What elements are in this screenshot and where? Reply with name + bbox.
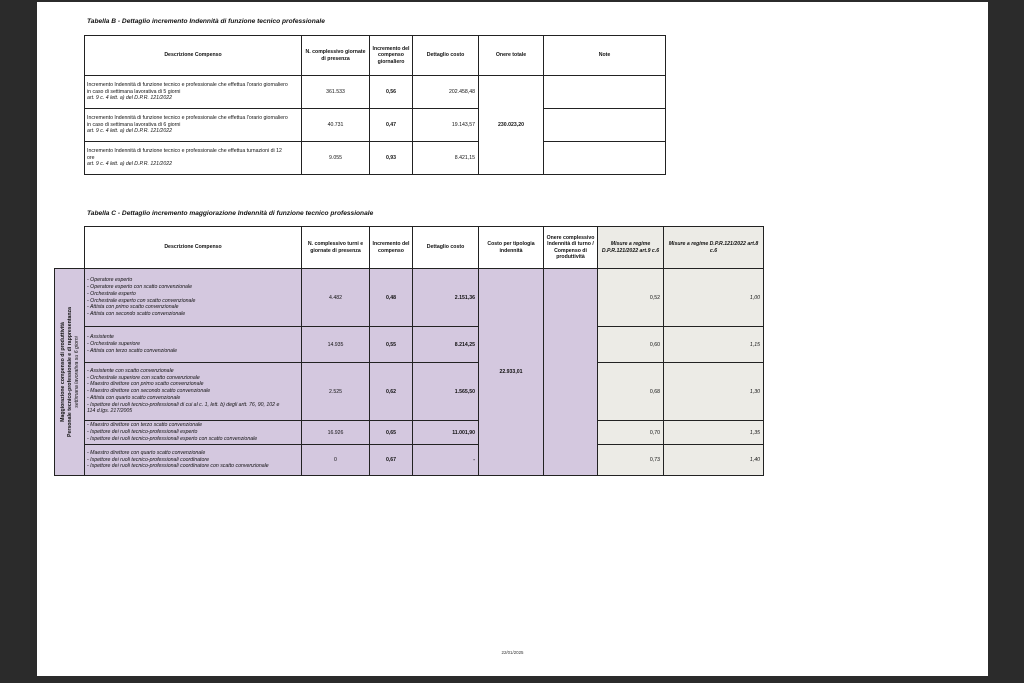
table-row: [55, 363, 764, 421]
desc-line: art. 9 c. 4 lett. a) del D.P.R. 121/2022: [87, 128, 172, 135]
desc-line: - Attista con secondo scatto convenzionale: [87, 311, 186, 317]
desc-line: - Attista con primo scatto convenzionale: [87, 304, 179, 311]
table-c: [54, 226, 764, 476]
desc-line: - Operatore esperto: [87, 277, 133, 284]
cell-misure-96: 0,73: [598, 445, 664, 476]
cell-dettaglio: 19.143,57: [413, 109, 479, 142]
header-dettaglio: Dettaglio costo: [413, 227, 479, 269]
table-row: [85, 109, 666, 142]
desc-line: - Orchestrale superiore: [87, 341, 141, 348]
cell-incremento: 0,67: [370, 445, 413, 476]
desc-line: - Assistente con scatto convenzionale: [87, 367, 174, 374]
table-row: [55, 327, 764, 363]
row-description: [85, 76, 302, 109]
desc-line: 114 d.lgs. 217/2005: [87, 408, 133, 415]
side-label-cell: [55, 269, 85, 476]
cell-giornate: 9.055: [302, 142, 370, 175]
cell-note: [544, 142, 666, 175]
side-label-line: Personale tecnico-professionale e di rappresentanza: [66, 306, 73, 438]
desc-line: - Ispettore dei ruoli tecnico-professionali coordinatore con scatto convenzionale: [87, 463, 269, 470]
desc-line: art. 9 c. 4 lett. a) del D.P.R. 121/2022: [87, 95, 172, 102]
cell-turni: 0: [302, 445, 370, 476]
header-descrizione: Descrizione Compenso: [85, 36, 302, 76]
table-b: [84, 35, 666, 175]
cell-incremento: 0,93: [370, 142, 413, 175]
header-misure-96: Misure a regime D.P.R.121/2022 art.9 c.6: [598, 227, 664, 269]
header-dettaglio: Dettaglio costo: [413, 36, 479, 76]
row-description: [85, 327, 302, 363]
desc-line: - Operatore esperto con scatto convenzionale: [87, 284, 192, 290]
cell-turni: 4.482: [302, 269, 370, 327]
desc-line: Incremento Indennità di funzione tecnico e professionale che effettua l'orario giornaliero: [87, 81, 288, 88]
desc-line: in caso di settimana lavorativa di 6 giorni: [87, 121, 181, 128]
desc-line: - Maestro direttore con secondo scatto convenzionale: [87, 388, 211, 395]
cell-dettaglio: 8.214,25: [413, 327, 479, 363]
desc-line: - Ispettore dei ruoli tecnico-professionali coordinatore: [87, 456, 209, 463]
desc-line: - Orchestrale esperto: [87, 290, 136, 297]
header-descrizione: Descrizione Compenso: [85, 227, 302, 269]
cell-misure-96: 0,68: [598, 363, 664, 421]
cell-misure-8: 1,40: [664, 445, 764, 476]
header-incremento: Incremento del compenso: [370, 227, 413, 269]
cell-misure-8: 1,35: [664, 421, 764, 445]
desc-line: Incremento Indennità di funzione tecnico e professionale che effettua turnazioni di 12: [87, 147, 282, 154]
cell-giornate: 40.731: [302, 109, 370, 142]
cell-misure-96: 0,70: [598, 421, 664, 445]
cell-misure-96: 0,52: [598, 269, 664, 327]
cell-misure-8: 1,15: [664, 327, 764, 363]
desc-line: ore: [87, 154, 95, 161]
table-row: [85, 142, 666, 175]
cell-turni: 14.935: [302, 327, 370, 363]
header-empty: [55, 227, 85, 269]
desc-line: - Attista con terzo scatto convenzionale: [87, 347, 178, 354]
cell-dettaglio: -: [413, 445, 479, 476]
cell-dettaglio: 2.151,36: [413, 269, 479, 327]
cell-incremento: 0,55: [370, 327, 413, 363]
header-onere: Onere totale: [479, 36, 544, 76]
header-note: Note: [544, 36, 666, 76]
desc-line: - Maestro direttore con terzo scatto convenzionale: [87, 422, 203, 429]
table-row: [55, 269, 764, 327]
cell-turni: 16.926: [302, 421, 370, 445]
row-description: [85, 421, 302, 445]
cell-misure-8: 1,00: [664, 269, 764, 327]
cell-note: [544, 76, 666, 109]
cell-incremento: 0,65: [370, 421, 413, 445]
cell-dettaglio: 1.565,50: [413, 363, 479, 421]
cell-dettaglio: 8.421,15: [413, 142, 479, 175]
cell-misure-8: 1,30: [664, 363, 764, 421]
side-label: [59, 307, 79, 437]
cell-incremento: 0,47: [370, 109, 413, 142]
cell-note: [544, 109, 666, 142]
desc-line: art. 9 c. 4 lett. a) del D.P.R. 121/2022: [87, 161, 172, 168]
row-description: [85, 269, 302, 327]
cell-incremento: 0,62: [370, 363, 413, 421]
header-costo-tipologia: Costo per tipologia indennità: [479, 227, 544, 269]
cell-dettaglio: 11.001,90: [413, 421, 479, 445]
table-row: [85, 76, 666, 109]
header-misure-8: Misure a regime D.P.R.121/2022 art.8 c.6: [664, 227, 764, 269]
cell-costo-tipologia: 22.933,01: [479, 269, 544, 476]
header-giornate: N. complessivo giornate di presenza: [302, 36, 370, 76]
cell-onere-complessivo: [544, 269, 598, 476]
header-incremento: Incremento del compenso giornaliero: [370, 36, 413, 76]
table-b-title: Tabella B - Dettaglio incremento Indennità di funzione tecnico professionale: [87, 18, 325, 25]
row-description: [85, 363, 302, 421]
cell-giornate: 361.533: [302, 76, 370, 109]
desc-line: - Maestro direttore con primo scatto convenzionale: [87, 381, 204, 388]
row-description: [85, 142, 302, 175]
desc-line: Incremento Indennità di funzione tecnico e professionale che effettua l'orario giornaliero: [87, 114, 288, 121]
cell-turni: 2.525: [302, 363, 370, 421]
desc-line: in caso di settimana lavorativa di 5 giorni: [87, 88, 181, 95]
desc-line: - Orchestrale superiore con scatto convenzionale: [87, 374, 200, 381]
desc-line: - Ispettore dei ruoli tecnico-professionali di cui al c. 1, lett. b) degli artt. 76, 90, 102 e: [87, 401, 280, 408]
desc-line: - Ispettore dei ruoli tecnico-professionali esperto con scatto convenzionale: [87, 435, 258, 442]
document-page: [37, 2, 988, 676]
table-row: [55, 445, 764, 476]
table-c-title: Tabella C - Dettaglio incremento maggiorazione Indennità di funzione tecnico professionale: [87, 210, 374, 217]
row-description: [85, 109, 302, 142]
desc-line: - Maestro direttore con quarto scatto convenzionale: [87, 449, 206, 456]
desc-line: - Orchestrale esperto con scatto convenzionale: [87, 297, 196, 304]
table-row: [55, 421, 764, 445]
cell-incremento: 0,48: [370, 269, 413, 327]
page-footer: 22/01/2025: [501, 650, 524, 655]
cell-misure-96: 0,60: [598, 327, 664, 363]
side-label-line: Maggiorazione compenso di produttività: [59, 322, 66, 422]
cell-dettaglio: 202.458,48: [413, 76, 479, 109]
desc-line: - Ispettore dei ruoli tecnico-professionali esperto: [87, 429, 198, 436]
header-turni: N. complessivo turni e giornate di presenza: [302, 227, 370, 269]
desc-line: - Assistente: [87, 334, 114, 341]
cell-onere-totale: 230.023,20: [479, 76, 544, 175]
header-onere-complessivo: Onere complessivo Indennità di turno / Compenso di produttività: [544, 227, 598, 269]
row-description: [85, 445, 302, 476]
side-label-line: settimana lavorativa su 6 giorni: [72, 336, 79, 408]
cell-incremento: 0,56: [370, 76, 413, 109]
desc-line: - Attista con quarto scatto convenzionale: [87, 394, 181, 401]
